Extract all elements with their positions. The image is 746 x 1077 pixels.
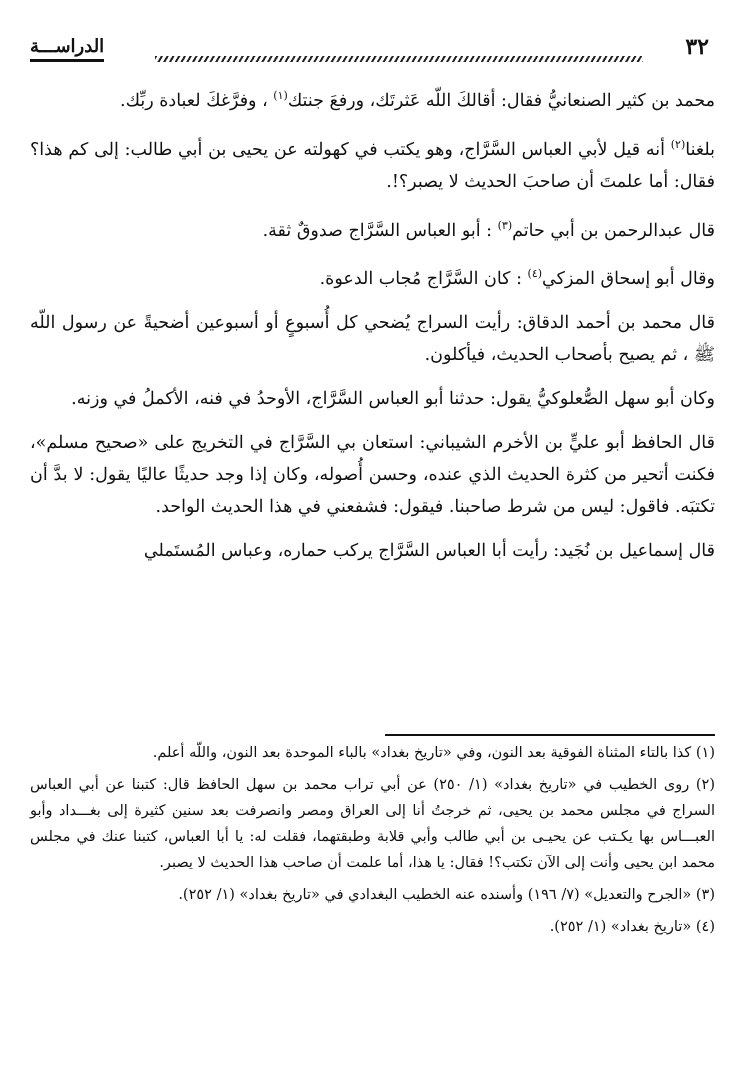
footnote-marker: (١) xyxy=(273,89,288,102)
paragraph-p7 xyxy=(30,427,715,523)
paragraph-p3 xyxy=(30,210,715,247)
paragraph-p1 xyxy=(30,80,715,117)
header-decorative-rule xyxy=(155,56,643,62)
paragraph-text: قال الحافظ أبو عليٍّ بن الأخرم الشيباني: استعان بي السَّرَّاج في التخريج على «صحيح مسلم»، فكنت أتحير من كثرة الحديث الذي عنده، وحسن أُصوله، وكان إذا وجد حديثًا عاليًا يقول: لا بدَّ أن تكتبَه. فاقول: ليس من شرط صاحبنا. فيقول: فشفعني في هذا الحديث الواحد. xyxy=(30,433,715,518)
paragraph-p4 xyxy=(30,258,715,295)
book-page xyxy=(30,28,715,1058)
footnotes xyxy=(30,740,715,946)
footnote-marker: (٢) xyxy=(670,137,686,151)
paragraph-p2 xyxy=(30,129,715,198)
paragraph-text: محمد بن كثير الصنعانيُّ فقال: أقالكَ اللّه عَثرتَك، ورفعَ جنتك xyxy=(287,90,715,111)
footnote-1: (١) كذا بالتاء المثناة الفوقية بعد النون، وفي «تاريخ بغداد» بالباء الموحدة بعد النون، واللّه أعلم. xyxy=(152,745,715,761)
footnote-3: (٣) «الجرح والتعديل» (٧/ ١٩٦) وأسنده عنه الخطيب البغدادي في «تاريخ بغداد» (١/ ٢٥٢). xyxy=(178,887,715,903)
page-header xyxy=(30,28,715,72)
paragraph-text: وقال أبو إسحاق المزكي xyxy=(542,269,715,290)
paragraph-p6 xyxy=(30,383,715,415)
main-text xyxy=(30,80,715,579)
paragraph-text: أنه قيل لأبي العباس السَّرَّاج، وهو يكتب في كهولته عن يحيى بن أبي طالب: إلى كم هذا؟ فقال: أما علمتَ أن صاحبَ الحديث لا يصبر؟!. xyxy=(30,139,715,192)
footnote-marker: (٤) xyxy=(527,267,543,281)
paragraph-text: : أبو العباس السَّرَّاج صدوقٌ ثقة. xyxy=(262,220,498,241)
footnote-marker: (٣) xyxy=(497,218,513,232)
section-title: الدراســـة xyxy=(30,36,104,62)
paragraph-text: بلغنا xyxy=(685,139,715,160)
paragraph-text: وكان أبو سهل الصُّعلوكيُّ يقول: حدثنا أبو العباس السَّرَّاج، الأوحدُ في فنه، الأكملُ في وزنه. xyxy=(71,389,715,410)
footnote-4: (٤) «تاريخ بغداد» (١/ ٢٥٢). xyxy=(549,919,715,935)
paragraph-p8 xyxy=(30,535,715,567)
paragraph-text: ، وفرَّغكَ لعبادة ربِّك. xyxy=(120,90,274,111)
paragraph-p5 xyxy=(30,307,715,371)
page-number: ٣٢ xyxy=(685,34,709,60)
footnote-separator xyxy=(385,734,715,736)
paragraph-text: قال عبدالرحمن بن أبي حاتم xyxy=(512,220,715,241)
paragraph-text: قال إسماعيل بن نُجَيد: رأيت أبا العباس السَّرَّاج يركب حماره، وعباس المُستَملي xyxy=(143,541,715,562)
paragraph-text: قال محمد بن أحمد الدقاق: رأيت السراج يُضحي كل أُسبوعٍ أو أسبوعين أضحيةً عن رسول اللّه ﷺ ، ثم يصيح بأصحاب الحديث، فيأكلون. xyxy=(30,313,715,366)
paragraph-text: : كان السَّرَّاج مُجاب الدعوة. xyxy=(319,269,528,290)
footnote-2: (٢) روى الخطيب في «تاريخ بغداد» (١/ ٢٥٠) عن أبي تراب محمد بن سهل الحافظ قال: كتبنا عن أبي العباس السراج في مجلس محمد بن يحيى، ثم خرجتُ أنا إلى العراق ومصر وانصرفت بعد سنين كثيرة إلى بغـــداد وأبو العبـــاس بها يكـتب عن يحيـى بن أبي طالب وأبي قلابة وطبقتهما، فقلت له: يا أبا العباس، كتبنا عنك في مجلس محمد ابن يحيى وأنت إلى الآن تكتب؟! فقال: يا هذا، أما علمت أن صاحب هذا الحديث لا يصبر. xyxy=(30,777,715,871)
